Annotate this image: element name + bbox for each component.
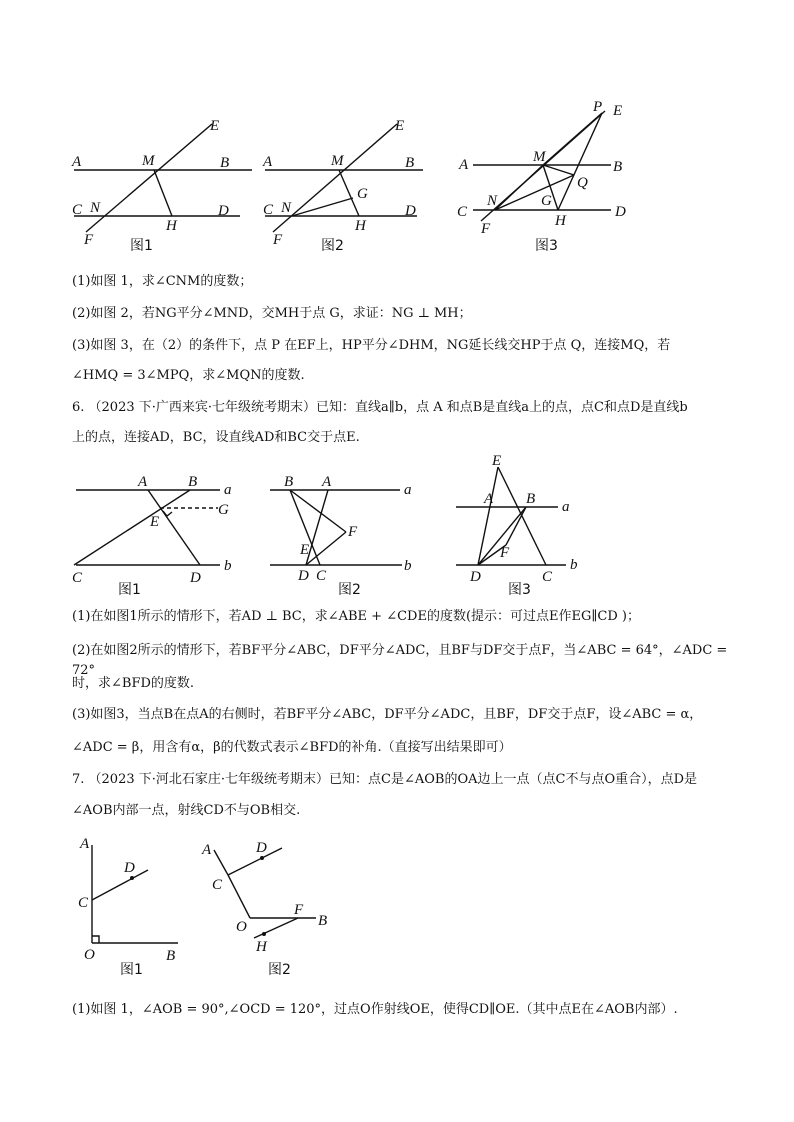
- point-label-b: B: [318, 913, 328, 929]
- point-label-n: N: [90, 200, 101, 216]
- question-5-1: (1)如图 1，求∠CNM的度数；: [72, 274, 253, 289]
- point-label-c: C: [263, 202, 274, 218]
- ray-cd: [92, 870, 148, 900]
- question-6-2: (2)在如图2所示的情形下，若BF平分∠ABC，DF平分∠ADC，且BF与DF交于点F，当∠ABC = 64°，∠ADC = 72°: [72, 643, 728, 678]
- figure-caption: 图2: [321, 238, 344, 254]
- point-label-b: B: [613, 159, 623, 175]
- point-label-c: C: [542, 569, 553, 585]
- point-label-f: F: [348, 524, 358, 540]
- right-angle-mark: [92, 936, 99, 943]
- question-5-3-cont: ∠HMQ = 3∠MPQ，求∠MQN的度数.: [72, 368, 305, 383]
- segment-co: [228, 875, 250, 918]
- segment-mh: [154, 170, 172, 216]
- segment-ed: [478, 467, 498, 565]
- point-label-c: C: [212, 877, 223, 893]
- segment-bf: [506, 507, 526, 545]
- point-label-a: A: [138, 474, 148, 490]
- point-label-b: B: [526, 491, 536, 507]
- point-label-d: D: [298, 568, 309, 584]
- segment-ad: [306, 490, 328, 565]
- segment-mh: [339, 170, 359, 216]
- ray-fh: [254, 918, 298, 938]
- point-label-o: O: [236, 919, 247, 935]
- line-label-a: a: [404, 482, 412, 498]
- point-label-h: H: [256, 939, 267, 955]
- figure-7-1: [70, 830, 200, 980]
- question-7-1: (1)如图 1，∠AOB = 90°,∠OCD = 120°，过点O作射线OE，使得CD∥OE.（其中点E在∠AOB内部）.: [72, 1002, 678, 1017]
- point-label-e: E: [395, 118, 405, 134]
- figure-caption: 图1: [130, 238, 153, 254]
- figure-caption: 图1: [120, 962, 143, 978]
- point-label-a: A: [80, 836, 90, 852]
- figure-7-2: [198, 830, 348, 980]
- point-label-a: A: [202, 842, 212, 858]
- figure-caption: 图2: [338, 582, 361, 598]
- point-label-h: H: [555, 213, 566, 229]
- figure-caption: 图2: [268, 962, 291, 978]
- question-5-2: (2)如图 2，若NG平分∠MND，交MH于点 G，求证：NG ⊥ MH；: [72, 306, 472, 321]
- point-label-e: E: [300, 542, 310, 558]
- segment-hp: [558, 113, 602, 210]
- point-label-a: A: [263, 154, 273, 170]
- figure-caption: 图3: [535, 238, 558, 254]
- line-label-b: b: [570, 557, 578, 573]
- point-label-b: B: [284, 474, 294, 490]
- point-label-c: C: [316, 568, 327, 584]
- point-label-g: G: [541, 193, 552, 209]
- point-label-e: E: [210, 118, 220, 134]
- figure-caption: 图3: [508, 582, 531, 598]
- segment-mp: [543, 113, 602, 165]
- point-label-p: P: [593, 99, 603, 115]
- line-label-a: a: [562, 499, 570, 515]
- point-label-a: A: [459, 157, 469, 173]
- problem-6-intro-cont: 上的点，连接AD，BC，设直线AD和BC交于点E.: [72, 430, 360, 445]
- ray-ca: [214, 850, 228, 875]
- point-label-f: F: [84, 232, 94, 248]
- point-label-h: H: [355, 218, 366, 234]
- point-label-f: F: [481, 221, 491, 237]
- question-6-2-cont: 时，求∠BFD的度数.: [72, 676, 195, 691]
- line-label-b: b: [404, 558, 412, 574]
- point-label-c: C: [72, 202, 83, 218]
- question-6-3: (3)如图3，当点B在点A的右侧时，若BF平分∠ABC，DF平分∠ADC，且BF，DF交于点F，设∠ABC = α，: [72, 707, 703, 722]
- point-label-d: D: [615, 204, 626, 220]
- point-label-b: B: [405, 155, 415, 171]
- point-label-a: A: [322, 474, 332, 490]
- point-label-d: D: [405, 203, 416, 219]
- point-label-f: F: [500, 545, 510, 561]
- point-label-e: E: [150, 514, 160, 530]
- point-label-d: D: [124, 860, 135, 876]
- line-label-a: a: [224, 482, 232, 498]
- question-5-3: (3)如图 3，在（2）的条件下，点 P 在EF上，HP平分∠DHM，NG延长线交HP于点 Q，连接MQ，若: [72, 338, 671, 353]
- figure-6-2: [262, 470, 432, 600]
- figure-5-3: [455, 95, 655, 260]
- point-label-m: M: [331, 153, 344, 169]
- point-label-c: C: [72, 570, 83, 586]
- ray-cd: [228, 848, 282, 875]
- point-d-dot: [130, 876, 134, 880]
- figure-5-2: [255, 110, 455, 260]
- figure-5-1: [60, 110, 260, 260]
- segment-mq: [543, 165, 574, 175]
- figure-6-1: [68, 470, 248, 600]
- right-angle-mark: [163, 511, 172, 516]
- point-label-f: F: [273, 232, 283, 248]
- point-label-d: D: [470, 569, 481, 585]
- problem-7-intro: 7. （2023 下·河北石家庄·七年级统考期末）已知：点C是∠AOB的OA边上一点（点C不与点O重合），点D是: [72, 772, 698, 787]
- point-label-e: E: [492, 453, 502, 469]
- point-label-o: O: [84, 947, 95, 963]
- figure-caption: 图1: [118, 582, 141, 598]
- point-label-q: Q: [577, 175, 588, 191]
- point-d-dot: [260, 856, 264, 860]
- problem-7-intro-cont: ∠AOB内部一点，射线CD不与OB相交.: [72, 803, 301, 818]
- point-label-d: D: [190, 570, 201, 586]
- point-label-c: C: [457, 204, 468, 220]
- point-label-f: F: [294, 902, 304, 918]
- segment-df: [306, 532, 346, 565]
- point-label-g: G: [357, 186, 368, 202]
- point-label-g: G: [218, 502, 229, 518]
- point-label-m: M: [142, 153, 155, 169]
- point-label-m: M: [533, 149, 546, 165]
- point-label-d: D: [218, 203, 229, 219]
- segment-nq: [495, 175, 574, 210]
- figure-6-3: [448, 455, 598, 600]
- point-label-d: D: [256, 840, 267, 856]
- point-label-a: A: [72, 154, 82, 170]
- segment-nm-extra: [495, 165, 543, 210]
- point-label-n: N: [487, 193, 498, 209]
- point-label-a: A: [484, 491, 494, 507]
- problem-6-intro: 6. （2023 下·广西来宾·七年级统考期末）已知：直线a∥b，点 A 和点B是直线a上的点，点C和点D是直线b: [72, 400, 688, 415]
- segment-bc: [74, 490, 190, 565]
- question-6-1: (1)在如图1所示的情形下，若AD ⊥ BC，求∠ABE + ∠CDE的度数(提示：可过点E作EG∥CD )；: [72, 609, 640, 624]
- question-6-3-cont: ∠ADC = β，用含有α，β的代数式表示∠BFD的补角.（直接写出结果即可）: [72, 740, 512, 755]
- point-h-dot: [262, 932, 266, 936]
- point-label-c: C: [78, 895, 89, 911]
- point-label-e: E: [613, 103, 623, 119]
- line-label-b: b: [224, 558, 232, 574]
- point-label-b: B: [220, 155, 230, 171]
- point-label-h: H: [166, 218, 177, 234]
- point-label-b: B: [188, 474, 198, 490]
- point-label-n: N: [281, 200, 292, 216]
- point-label-b: B: [166, 948, 176, 964]
